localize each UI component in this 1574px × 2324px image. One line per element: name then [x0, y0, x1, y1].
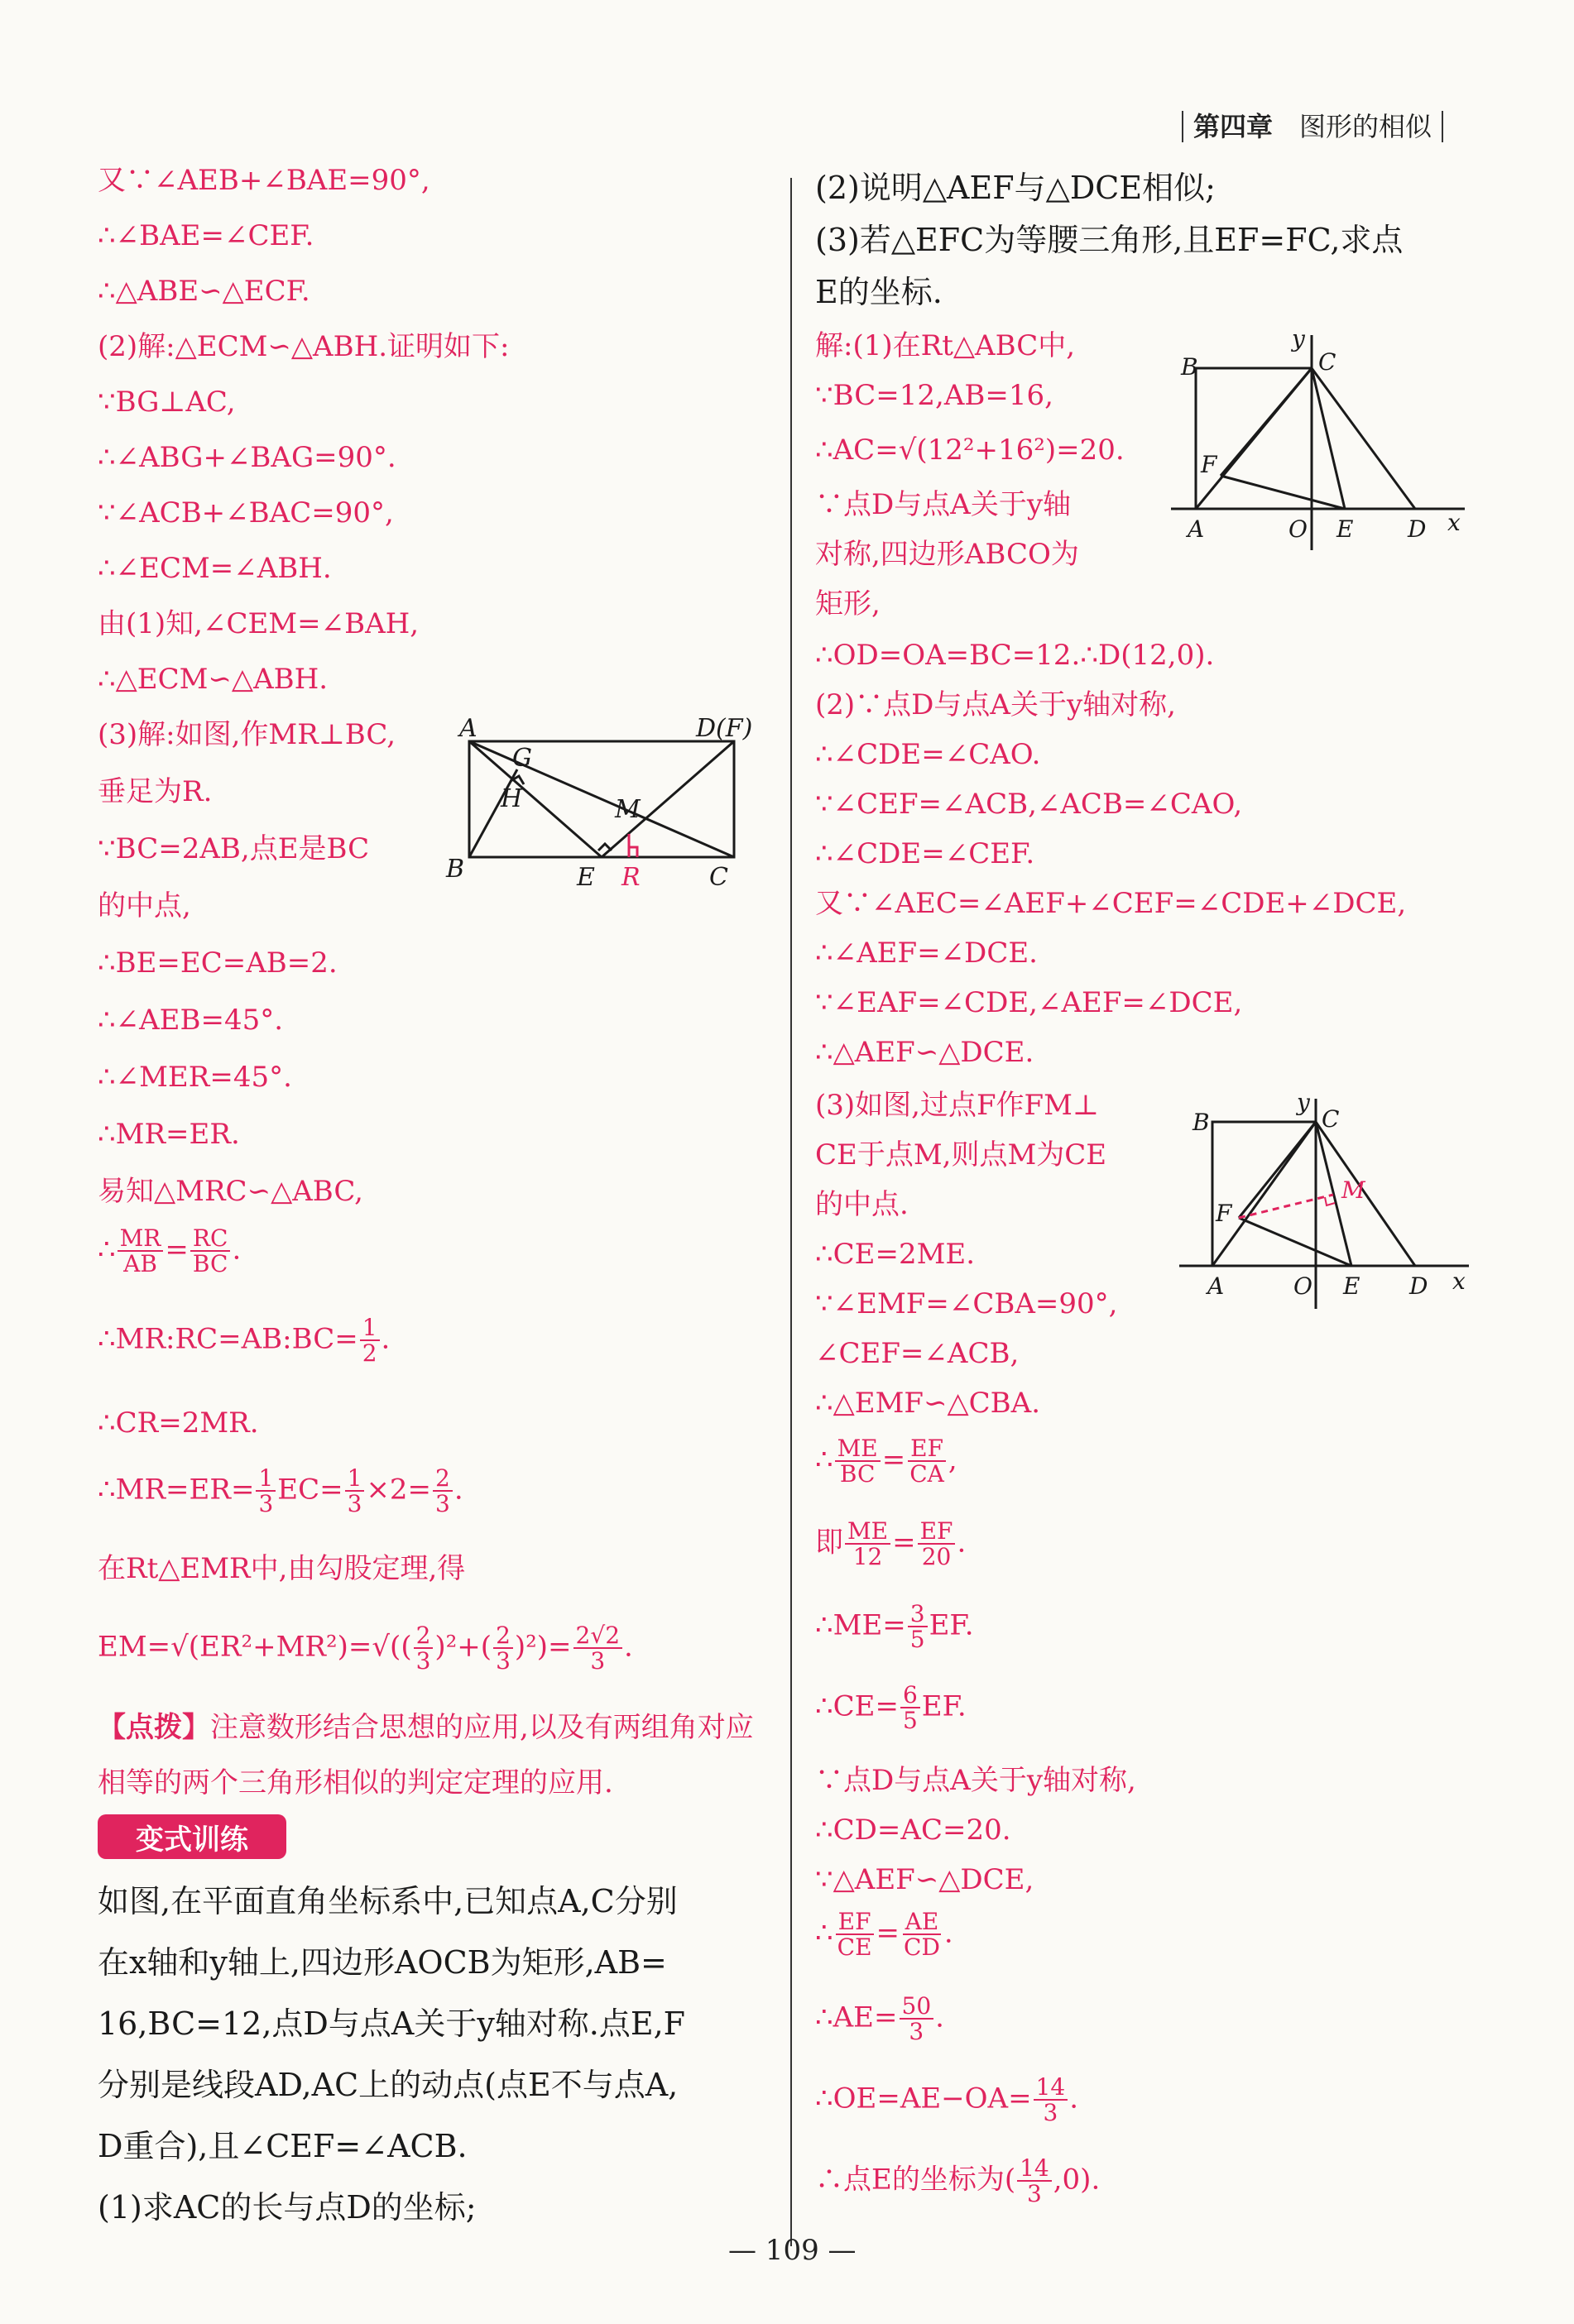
problem-line: 16,BC=12,点D与点A关于y轴对称.点E,F: [98, 2005, 686, 2042]
solution-line: ∴∠AEF=∠DCE.: [815, 937, 1038, 970]
problem-line: 如图,在平面直角坐标系中,已知点A,C分别: [98, 1883, 678, 1919]
equation-line: ∴MR:RC=AB:BC= $\frac{1}{2}$ .: [98, 1314, 391, 1368]
label-M: M: [1341, 1176, 1365, 1204]
text-line: ∴∠ABG+∠BAG=90°.: [98, 441, 396, 474]
label-x: x: [1447, 509, 1461, 536]
solution-line: 矩形,: [815, 587, 881, 621]
label-E: E: [577, 863, 595, 892]
label-D: D(F): [696, 714, 753, 743]
label-O: O: [1293, 1272, 1312, 1300]
label-A: A: [1207, 1272, 1225, 1300]
label-R: R: [621, 863, 641, 892]
label-D: D: [1409, 1272, 1428, 1300]
label-y: y: [1292, 327, 1305, 352]
problem-line: 在x轴和y轴上,四边形AOCB为矩形,AB=: [98, 1944, 667, 1981]
text-line: (2)解:△ECM∽△ABH.证明如下:: [98, 330, 510, 363]
tip-line: 【点拨】注意数形结合思想的应用,以及有两组角对应: [98, 1711, 754, 1744]
solution-line: 的中点.: [815, 1188, 909, 1221]
text-line: ∵∠ACB+∠BAC=90°,: [98, 496, 394, 529]
label-C: C: [1318, 348, 1336, 376]
text-line: ∴△ECM∽△ABH.: [98, 663, 329, 696]
running-header: [1182, 106, 1443, 144]
chapter-title: 图形的相似: [1291, 111, 1443, 142]
solution-line: 解:(1)在Rt△ABC中,: [815, 329, 1076, 362]
label-D: D: [1408, 515, 1427, 543]
solution-line: ∵点D与点A关于y轴: [815, 488, 1072, 521]
question-line: (2)说明△AEF与△DCE相似;: [815, 170, 1216, 206]
variant-training-badge: 变式训练: [98, 1814, 286, 1859]
solution-line: (2)∵点D与点A关于y轴对称,: [815, 688, 1176, 721]
label-O: O: [1288, 515, 1308, 543]
solution-line: ∴CE=2ME.: [815, 1238, 976, 1271]
question-line: (3)若△EFC为等腰三角形,且EF=FC,求点: [815, 222, 1404, 258]
solution-line: ∴△EMF∽△CBA.: [815, 1387, 1040, 1420]
text-line: ∴∠AEB=45°.: [98, 1004, 284, 1037]
solution-line: ∠CEF=∠ACB,: [815, 1337, 1020, 1370]
label-A: A: [1188, 515, 1205, 543]
coordinate-figure-1: [1171, 327, 1477, 563]
coordinate-figure-2: [1179, 1092, 1481, 1328]
solution-line: ∴∠CDE=∠CAO.: [815, 738, 1041, 771]
label-A: A: [459, 714, 477, 743]
tip-line: 相等的两个三角形相似的判定定理的应用.: [98, 1766, 613, 1799]
text-line: ∵BG⊥AC,: [98, 386, 236, 419]
solution-line: ∴OD=OA=BC=12.∴D(12,0).: [815, 639, 1215, 672]
problem-line: D重合),且∠CEF=∠ACB.: [98, 2128, 468, 2164]
text-line: 在Rt△EMR中,由勾股定理,得: [98, 1552, 466, 1585]
text-line: ∴△ABE∽△ECF.: [98, 275, 310, 308]
equation-line: ∴ $\frac{EF}{CE}$ = $\frac{AE}{CD}$ .: [815, 1908, 953, 1962]
equation-line: ∴ $\frac{MR}{AB}$ = $\frac{RC}{BC}$ .: [98, 1224, 242, 1278]
text-line: ∵BC=2AB,点E是BC: [98, 832, 370, 865]
label-H: H: [501, 784, 523, 813]
problem-line: (1)求AC的长与点D的坐标;: [98, 2189, 477, 2226]
text-line: 又∵∠AEB+∠BAE=90°,: [98, 164, 430, 197]
label-G: G: [512, 744, 532, 773]
label-B: B: [446, 855, 465, 884]
solution-line: ∵△AEF∽△DCE,: [815, 1863, 1034, 1896]
text-line: 垂足为R.: [98, 775, 213, 808]
equation-line: ∴AE= $\frac{50}{3}$ .: [815, 1992, 944, 2046]
solution-line: ∵BC=12,AB=16,: [815, 379, 1053, 412]
solution-line: ∵∠CEF=∠ACB,∠ACB=∠CAO,: [815, 788, 1243, 821]
problem-line: 分别是线段AD,AC上的动点(点E不与点A,: [98, 2067, 679, 2103]
question-line: E的坐标.: [815, 274, 943, 310]
rectangle-figure: [443, 712, 782, 898]
solution-line: (3)如图,过点F作FM⊥: [815, 1089, 1099, 1122]
label-B: B: [1192, 1109, 1210, 1136]
solution-line: ∴△AEF∽△DCE.: [815, 1036, 1034, 1069]
equation-line: ∴OE=AE−OA= $\frac{14}{3}$ .: [815, 2073, 1079, 2127]
label-M: M: [615, 795, 641, 824]
label-y: y: [1297, 1092, 1310, 1116]
equation-line: ∴ME= $\frac{3}{5}$ EF.: [815, 1600, 974, 1654]
tip-tag: 【点拨】: [98, 1711, 210, 1744]
text-line: 由(1)知,∠CEM=∠BAH,: [98, 607, 420, 640]
label-C: C: [709, 863, 728, 892]
label-F: F: [1216, 1200, 1232, 1227]
text-line: ∴MR=ER.: [98, 1118, 240, 1151]
text-line: ∴∠ECM=∠ABH.: [98, 552, 332, 585]
label-E: E: [1336, 515, 1354, 543]
equation-line: ∴CR=2MR.: [98, 1406, 259, 1440]
solution-line: CE于点M,则点M为CE: [815, 1138, 1107, 1172]
equation-line: ∴CE= $\frac{6}{5}$ EF.: [815, 1681, 967, 1735]
solution-line: 对称,四边形ABCO为: [815, 538, 1079, 571]
solution-line: 又∵∠AEC=∠AEF+∠CEF=∠CDE+∠DCE,: [815, 887, 1407, 920]
page-number: — 109 —: [728, 2234, 857, 2267]
text-line: ∴∠MER=45°.: [98, 1061, 292, 1094]
equation-line: 即 $\frac{ME}{12}$ = $\frac{EF}{20}$ .: [815, 1517, 967, 1571]
chapter-label: 第四章: [1182, 111, 1291, 142]
label-B: B: [1181, 353, 1198, 381]
text-line: (3)解:如图,作MR⊥BC,: [98, 718, 396, 751]
equation-line: ∴ $\frac{ME}{BC}$ = $\frac{EF}{CA}$ ,: [815, 1435, 957, 1488]
solution-line: ∵∠EMF=∠CBA=90°,: [815, 1287, 1118, 1320]
label-C: C: [1322, 1105, 1340, 1133]
solution-line: ∵点D与点A关于y轴对称,: [815, 1764, 1136, 1797]
solution-line: ∴∠CDE=∠CEF.: [815, 837, 1035, 870]
solution-line: ∴AC=√(12²+16²)=20.: [815, 434, 1125, 467]
text-line: 易知△MRC∽△ABC,: [98, 1175, 363, 1208]
solution-line: ∵∠EAF=∠CDE,∠AEF=∠DCE,: [815, 986, 1243, 1019]
equation-line: ∴MR=ER= $\frac{1}{3}$ EC= $\frac{1}{3}$ ×2= $\frac{2}{3}$ .: [98, 1464, 463, 1518]
column-divider: [790, 178, 792, 2246]
equation-line: EM=√(ER²+MR²)=√(( $\frac{2}{3}$ )²+( $\frac{2}{3}$ )²)= $\frac{2√2}{3}$ .: [98, 1622, 633, 1675]
equation-line: ∴点E的坐标为( $\frac{14}{3}$ ,0).: [815, 2154, 1101, 2208]
solution-line: ∴CD=AC=20.: [815, 1814, 1011, 1847]
text-line: ∴∠BAE=∠CEF.: [98, 219, 314, 252]
label-E: E: [1343, 1272, 1360, 1300]
label-F: F: [1201, 451, 1217, 478]
text-line: 的中点,: [98, 889, 191, 922]
label-x: x: [1452, 1267, 1466, 1295]
text-line: ∴BE=EC=AB=2.: [98, 946, 338, 980]
